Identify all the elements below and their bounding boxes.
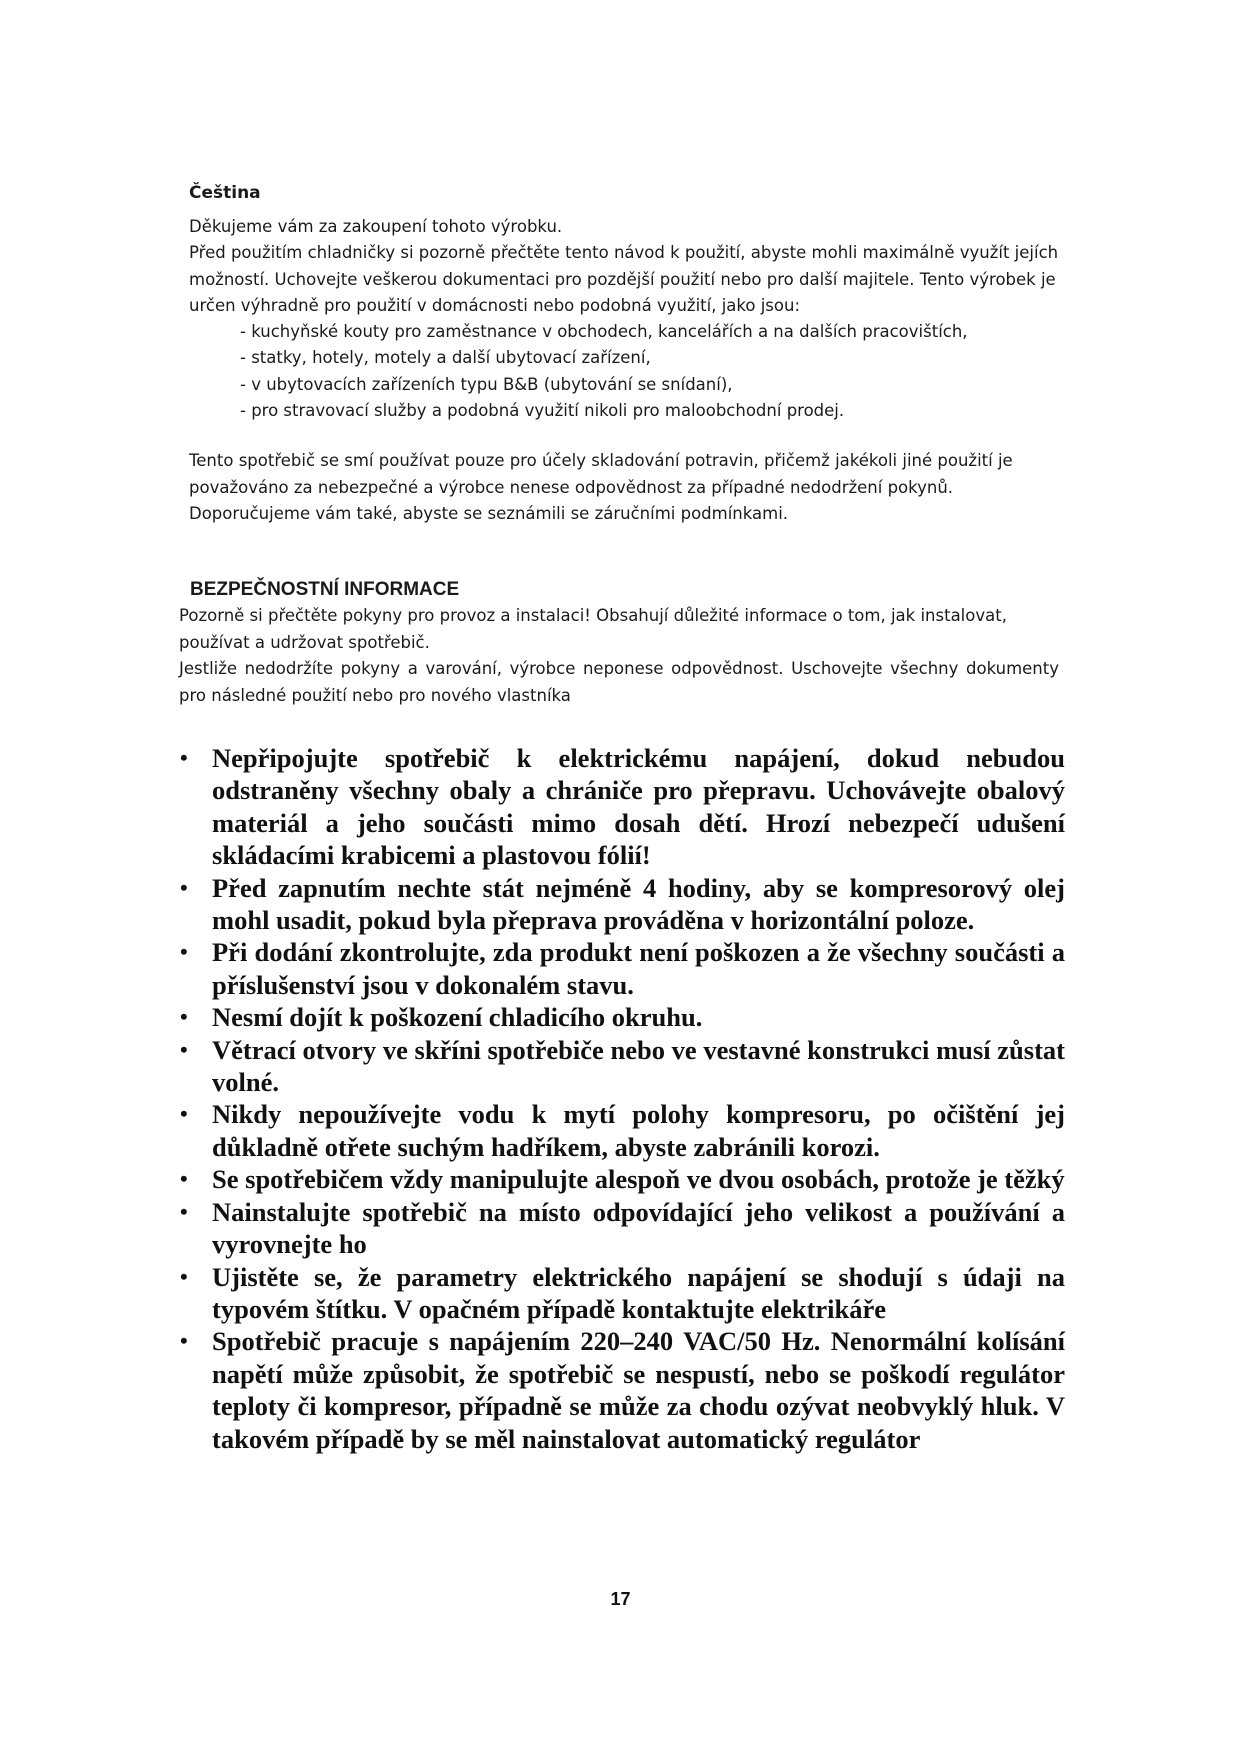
safety-rules-list — [180, 742, 1065, 1455]
safety-rule-text: Spotřebič pracuje s napájením 220–240 VAC/50 Hz. Nenormální kolísání napětí může způsobit, že spotřebič se nespustí, nebo se poškodí regulátor teploty či kompresor, případně se může za chodu ozývat neobvyklý hluk. V takovém případě by se měl nainstalovat automatický regulátor — [212, 1326, 1065, 1454]
usage-list-item: - kuchyňské kouty pro zaměstnance v obchodech, kancelářích a na dalších pracovištích, — [240, 322, 968, 342]
bullet-icon: • — [180, 1198, 188, 1224]
safety-rule-text: Nainstalujte spotřebič na místo odpovídající jeho velikost a používání a vyrovnejte ho — [212, 1196, 1065, 1260]
safety-rule — [180, 1163, 1065, 1195]
safety-rule-text: Při dodání zkontrolujte, zda produkt není poškozen a že všechny součásti a příslušenství jsou v dokonalém stavu. — [212, 937, 1065, 1000]
bullet-icon: • — [180, 939, 188, 965]
usage-list-item: - statky, hotely, motely a další ubytovací zařízení, — [240, 348, 651, 368]
bullet-icon: • — [180, 1166, 188, 1192]
bullet-icon: • — [180, 1036, 188, 1062]
safety-rule — [180, 1196, 1065, 1261]
intro-section — [189, 180, 1069, 527]
safety-rule — [180, 872, 1065, 937]
safety-rule — [180, 1001, 1065, 1033]
bullet-icon: • — [180, 1328, 188, 1354]
safety-rule — [180, 1261, 1065, 1326]
bullet-icon: • — [180, 874, 188, 900]
bullet-icon: • — [180, 745, 188, 770]
usage-list-item: - v ubytovacích zařízeních typu B&B (ubytování se snídaní), — [240, 374, 733, 394]
safety-heading: BEZPEČNOSTNÍ INFORMACE — [190, 579, 460, 600]
page-number: 17 — [610, 1589, 631, 1609]
usage-note: Tento spotřebič se smí používat pouze pro účely skladování potravin, přičemž jakékoli jiné použití je považováno za nebezpečné a výrobce nenese odpovědnost za případné nedodržení pokynů. Doporučujeme vám také, abyste se seznámili se záručními podmínkami. — [189, 451, 1013, 523]
safety-rule — [180, 1034, 1065, 1099]
bullet-icon: • — [180, 1263, 188, 1289]
safety-rule — [180, 1098, 1065, 1163]
safety-rule-text: Nesmí dojít k poškození chladicího okruhu. — [212, 1002, 703, 1033]
safety-rule-text: Ujistěte se, že parametry elektrického napájení se shodují s údaji na typovém štítku. V opačném případě kontaktujte elektrikáře — [212, 1261, 1065, 1324]
safety-rule-text: Nikdy nepoužívejte vodu k mytí polohy kompresoru, po očištění jej důkladně otřete suchým hadříkem, abyste zabránili korozi. — [212, 1099, 1065, 1162]
read-manual-text: Před použitím chladničky si pozorně přečtěte tento návod k použití, abyste mohli maximálně využít jejích možností. Uchovejte veškerou dokumentaci pro pozdější použití nebo pro další majitele. Tento výrobek je určen výhradně pro použití v domácnosti nebo podobná využití, jako jsou: — [189, 243, 1059, 315]
safety-rule-text: Nepřipojujte spotřebič k elektrickému napájení, dokud nebudou odstraněny všechny obaly a chrániče pro přepravu. Uchovávejte obalový materiál a jeho součásti mimo dosah dětí. Hrozí nebezpečí udušení skládacími krabicemi a plastovou fólií! — [212, 743, 1065, 871]
bullet-icon: • — [180, 1101, 188, 1127]
safety-rule-text: Se spotřebičem vždy manipulujte alespoň ve dvou osobách, protože je těžký — [212, 1164, 1065, 1195]
safety-rule — [180, 742, 1065, 872]
usage-list — [189, 319, 1069, 424]
safety-rule-text: Větrací otvory ve skříni spotřebiče nebo ve vestavné konstrukci musí zůstat volné. — [212, 1034, 1065, 1098]
read-instructions-text: Pozorně si přečtěte pokyny pro provoz a instalaci! Obsahují důležité informace o tom, jak instalovat, používat a udržovat spotřebič. — [179, 606, 1007, 652]
bullet-icon: • — [180, 1004, 188, 1030]
safety-rule-text: Před zapnutím nechte stát nejméně 4 hodiny, aby se kompresorový olej mohl usadit, pokud byla přeprava prováděna v horizontální poloze. — [212, 872, 1065, 936]
usage-list-item: - pro stravovací služby a podobná využití nikoli pro maloobchodní prodej. — [240, 401, 845, 421]
safety-section — [179, 577, 1059, 709]
thanks-text: Děkujeme vám za zakoupení tohoto výrobku. — [189, 217, 563, 236]
language-title: Čeština — [189, 183, 261, 203]
liability-text: Jestliže nedodržíte pokyny a varování, výrobce neponese odpovědnost. Uschovejte všechny dokumenty pro následné použití nebo pro nového vlastníka — [179, 659, 1059, 705]
safety-rule — [180, 936, 1065, 1001]
safety-rule — [180, 1325, 1065, 1455]
